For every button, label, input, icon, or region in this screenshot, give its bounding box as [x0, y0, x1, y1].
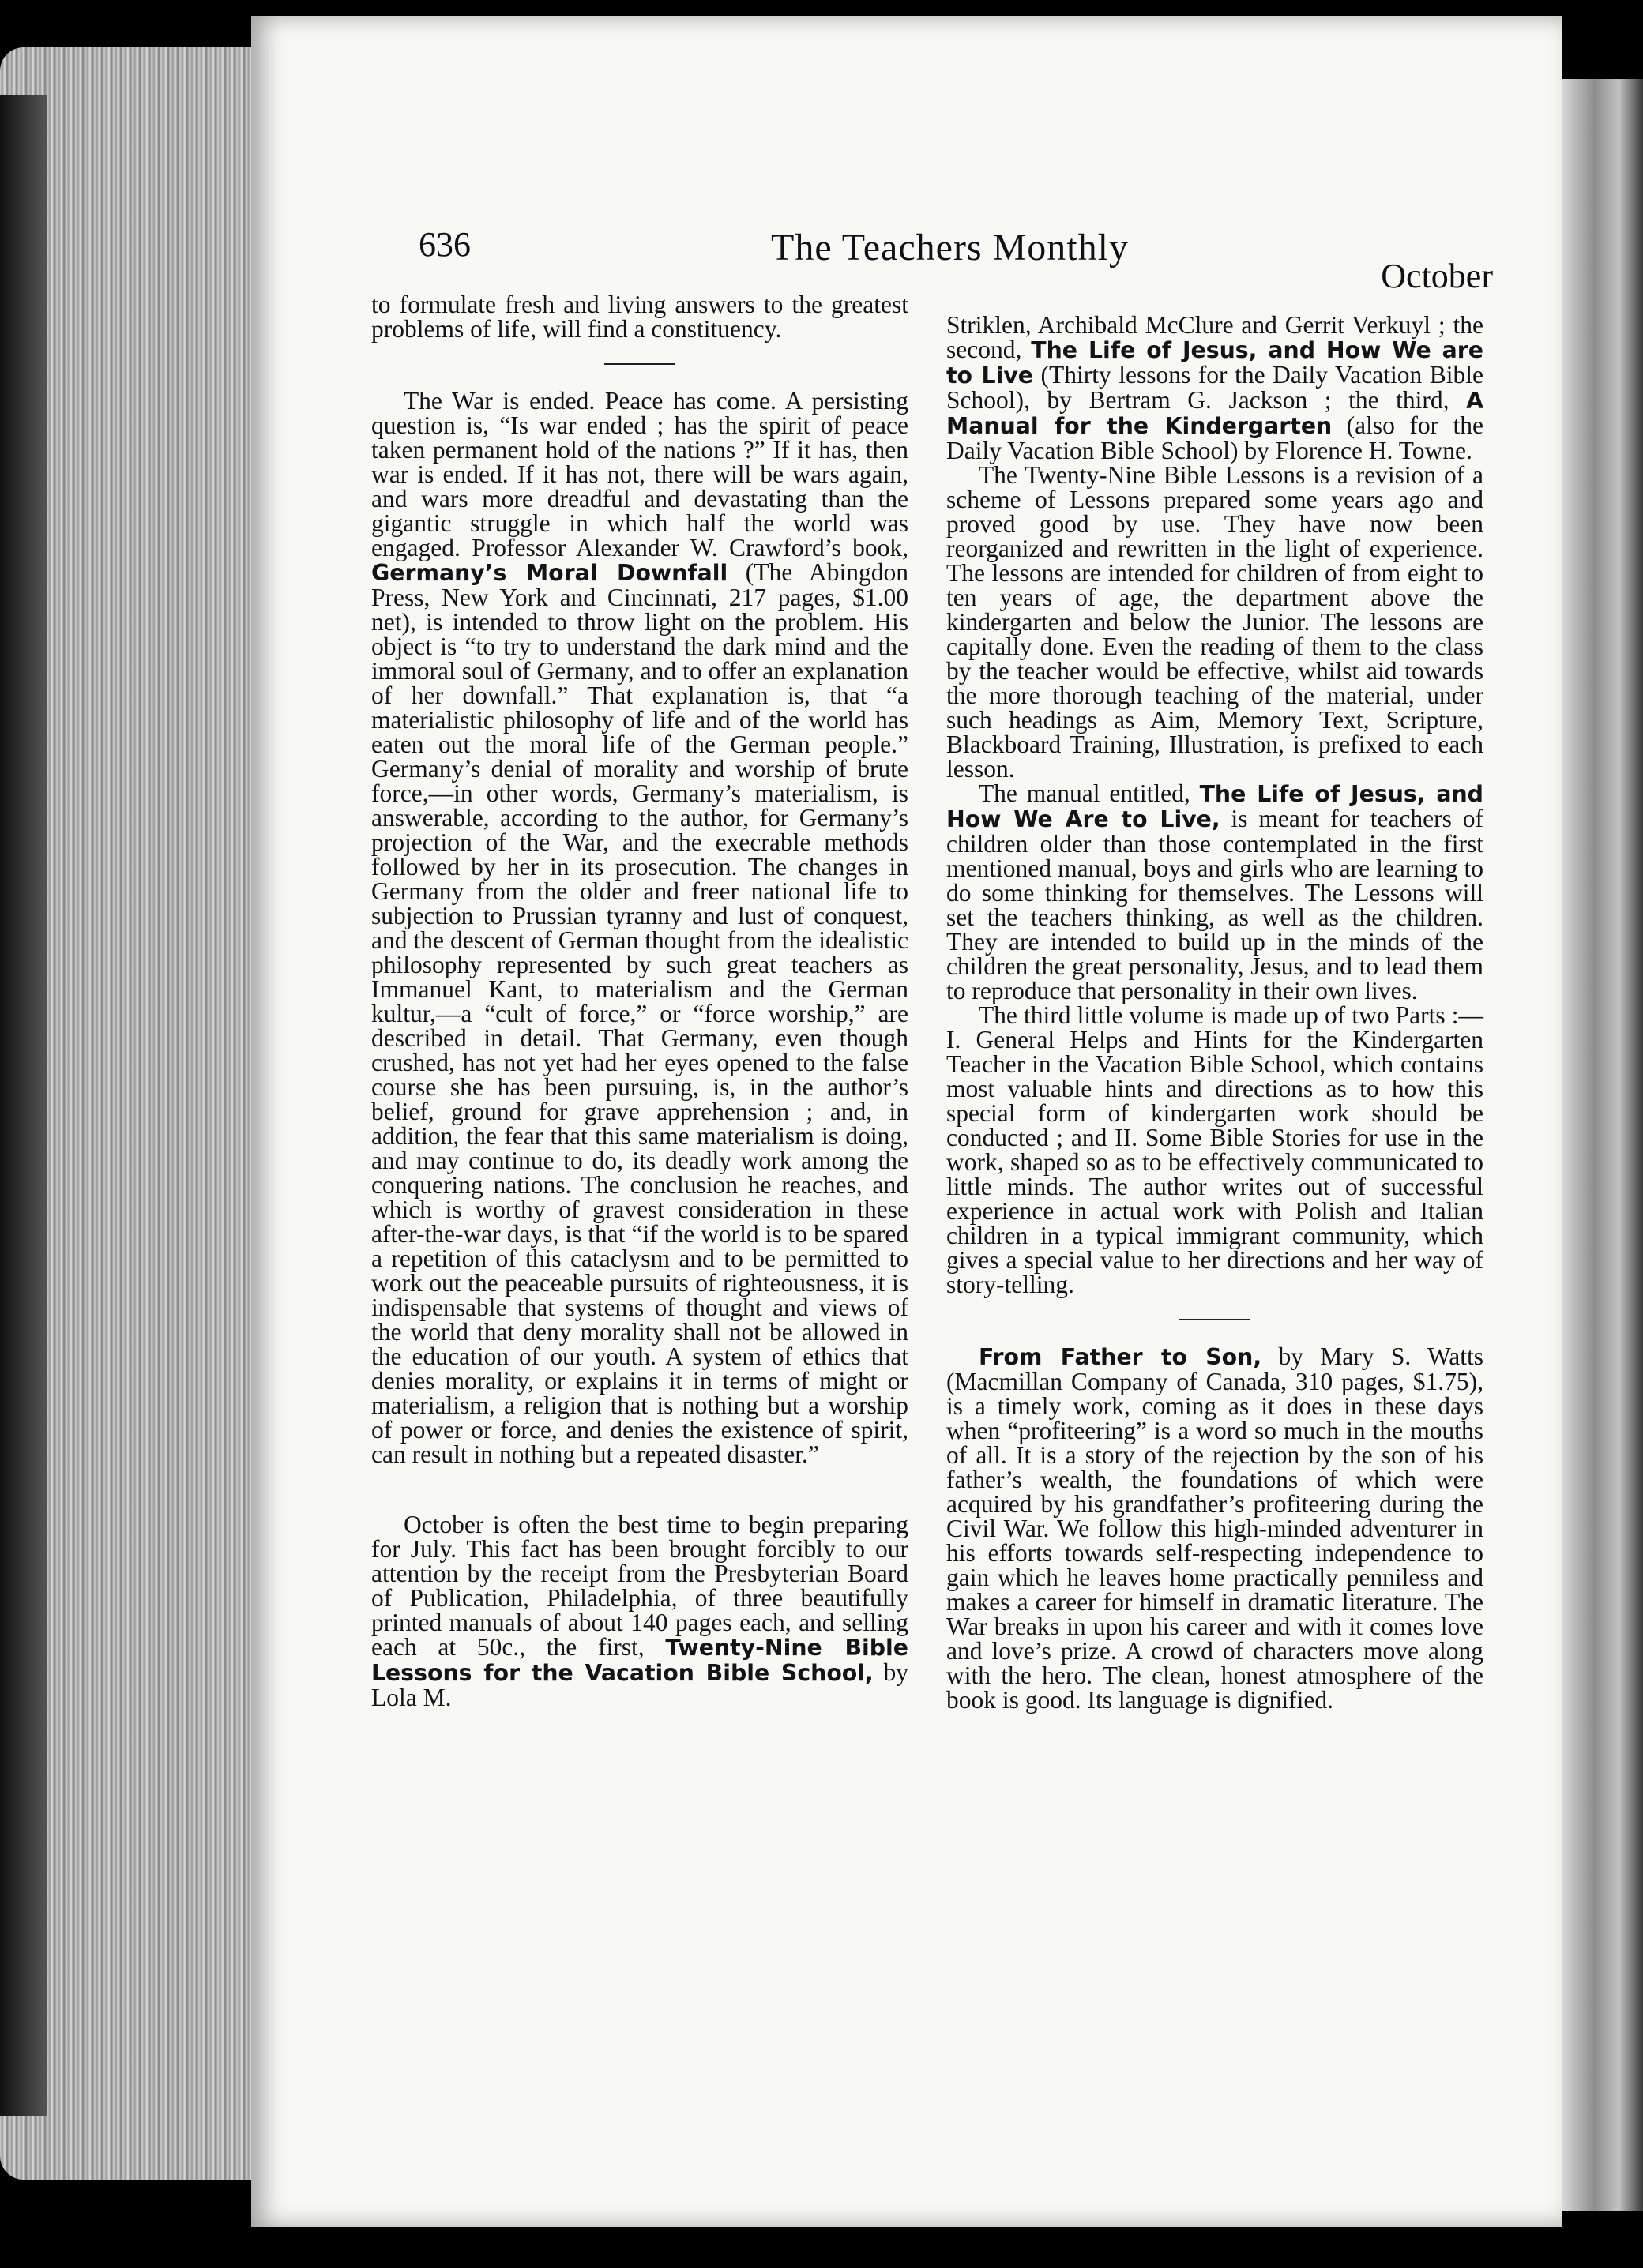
book-title: From Father to Son,	[978, 1344, 1262, 1370]
running-header	[419, 224, 1493, 295]
paragraph: The Twenty-Nine Bible Lessons is a revision of a scheme of Lessons prepared some years ago and proved good by use. They have now been reorganized and rewritten in the light of experience. The lessons are intended for children of from eight to ten years of age, the department above the kindergarten and below the Junior. The lessons are capitally done. Even the reading of them to the class by the teacher would be effective, whilst aid towards the more thorough teaching of the material, under such headings as Aim, Memory Text, Scripture, Blackboard Training, Illustration, is prefixed to each lesson.	[946, 461, 1483, 783]
right-column	[946, 313, 1483, 1712]
journal-title: The Teachers Monthly	[771, 227, 1129, 268]
paragraph: October is often the best time to begin preparing for July. This fact has been brought forcibly to our attention by the receipt from the Presbyterian Board of Publication, Philadelphia, of three beautifully printed manuals of about 140 pages each, and selling each at 50c., the first, Twenty-Nine Bible Lessons for the Vacation Bible School, by Lola M.	[371, 1511, 909, 1711]
paragraph: The third little volume is made up of two Parts :—I. General Helps and Hints for the Kindergarten Teacher in the Vacation Bible School, which contains most valuable hints and directions as to how this special form of kindergarten work should be conducted ; and II. Some Bible Stories for use in the work, shaped so as to be effectively communicated to little minds. The author writes out of successful experience in actual work with Polish and Italian children in a typical immigrant community, which gives a special value to her directions and her way of story-telling.	[946, 1001, 1483, 1298]
section-divider	[1179, 1319, 1250, 1320]
paragraph: From Father to Son, by Mary S. Watts (Macmillan Company of Canada, 310 pages, $1.75), is a timely work, coming as it does in these days when “profiteering” is a word so much in the mouths of all. It is a story of the rejection by the son of his father’s wealth, the foundations of which were acquired by his grandfather’s profiteering during the Civil War. We follow this high-minded adventurer in his efforts towards self-respecting independence to gain which he leaves home practically penniless and makes a career for himself in dramatic literature. The War breaks in upon his career and with it comes love and love’s prize. A crowd of characters move along with the hero. The clean, honest atmosphere of the book is good. Its language is dignified.	[946, 1342, 1483, 1714]
paragraph: Striklen, Archibald McClure and Gerrit Verkuyl ; the second, The Life of Jesus, and How We are to Live (Thirty lessons for the Daily Vacation Bible School), by Bertram G. Jackson ; the third, A Manual for the Kindergarten (also for the Daily Vacation Bible School) by Florence H. Towne.	[946, 311, 1483, 464]
page-number: 636	[419, 225, 471, 264]
book-title: Twenty-Nine Bible Lessons for the Vacation Bible School,	[371, 1635, 908, 1686]
book-title: The Life of Jesus, and How We Are to Live,	[946, 781, 1483, 832]
issue-month: October	[1381, 257, 1493, 295]
section-divider	[604, 363, 675, 365]
book-title: A Manual for the Kindergarten	[946, 388, 1483, 439]
left-column	[371, 292, 908, 1710]
book-title: Germany’s Moral Downfall	[371, 560, 728, 586]
paragraph: to formulate fresh and living answers to the greatest problems of life, will find a constituency.	[371, 291, 908, 343]
page-edges-right	[1562, 79, 1643, 2211]
book-spine-shadow	[0, 95, 47, 2116]
paragraph: The manual entitled, The Life of Jesus, and How We Are to Live, is meant for teachers of children older than those contemplated in the first mentioned manual, boys and girls who are learning to do some thinking for themselves. The Lessons will set the teachers thinking, as well as the children. They are intended to build up in the minds of the children the great personality, Jesus, and to lead them to reproduce that personality in their own lives.	[946, 779, 1483, 1004]
paragraph: The War is ended. Peace has come. A persisting question is, “Is war ended ; has the spirit of peace taken permanent hold of the nations ?” If it has, then war is ended. If it has not, there will be wars again, and wars more dreadful and devastating than the gigantic struggle in which half the world was engaged. Professor Alexander W. Crawford’s book, Germany’s Moral Downfall (The Abingdon Press, New York and Cincinnati, 217 pages, $1.00 net), is intended to throw light on the problem. His object is “to try to understand the dark mind and the immoral soul of Germany, and to offer an explanation of her downfall.” That explanation is, that “a materialistic philosophy of life and of the world has eaten out the moral life of the German people.” Germany’s denial of morality and worship of brute force,—in other words, Germany’s materialism, is answerable, according to the author, for Germany’s projection of the War, and the execrable methods followed by her in its prosecution. The changes in Germany from the older and freer national life to subjection to Prussian tyranny and lust of conquest, and the descent of German thought from the idealistic philosophy represented by such great teachers as Immanuel Kant, to materialism and the German kultur,—a “cult of force,” or “force worship,” are described in detail. That Germany, even though crushed, has not yet had her eyes opened to the false course she has been pursuing, is, in the author’s belief, ground for grave apprehension ; and, in addition, the fear that this same materialism is doing, and may continue to do, its deadly work among the conquering nations. The conclusion he reaches, and which is worthy of gravest consideration in these after-the-war days, is that “if the world is to be spared a repetition of this cataclysm and to be permitted to work out the peaceable pursuits of righteousness, it is indispensable that systems of thought and views of the world that deny morality shall not be allowed in the education of our youth. A system of ethics that denies morality, or explains it in terms of might or materialism, a religion that is nothing but a worship of power or force, and denies the existence of spirit, can result in nothing but a repeated disaster.”	[371, 387, 908, 1468]
book-title: The Life of Jesus, and How We are to Live	[946, 337, 1483, 389]
